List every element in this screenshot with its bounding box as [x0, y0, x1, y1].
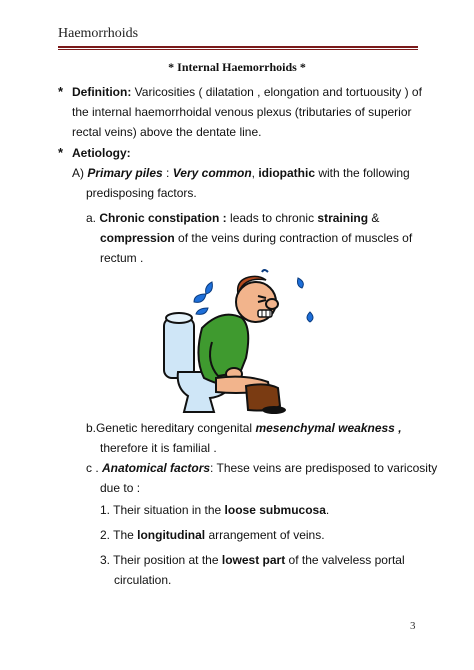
item-c-line-1: [86, 458, 437, 478]
page-number: 3: [410, 620, 416, 632]
factor-3-line-1: [100, 550, 405, 570]
item-a-label: Chronic constipation :: [99, 211, 227, 225]
a-rest: with the following: [315, 166, 410, 180]
item-c-rest: : These veins are predisposed to varicosity: [210, 461, 438, 475]
definition-line-1: [72, 82, 422, 102]
factor-3-pre: 3. Their position at the: [100, 553, 222, 567]
header-rule-thick: [58, 46, 418, 48]
factor-2-pre: 2. The: [100, 528, 138, 542]
item-a-text-2: &: [368, 211, 380, 225]
factor-2-bold: longitudinal: [137, 528, 206, 542]
a-sep: :: [162, 166, 173, 180]
item-a-text-1: leads to chronic: [226, 211, 318, 225]
factor-1-post: .: [325, 503, 330, 517]
factor-1-bold: loose submucosa: [224, 503, 326, 517]
running-header: Haemorrhoids: [58, 26, 139, 41]
item-c-emph: Anatomical factors: [102, 461, 211, 475]
item-a-straining: straining: [317, 211, 369, 225]
definition-line-3: rectal veins) above the dentate line.: [72, 125, 262, 139]
item-b-line-1: [86, 418, 402, 438]
aetiology-a-line-1: [72, 163, 410, 183]
item-a-prefix: a.: [86, 211, 100, 225]
page-title: * Internal Haemorrhoids *: [168, 60, 306, 74]
a-prefix: A): [72, 166, 88, 180]
item-a-line-1: [86, 208, 379, 228]
factor-3-bold: lowest part: [221, 553, 286, 567]
header-rule-thin: [58, 49, 418, 50]
item-b-line-2: therefore it is familial .: [100, 441, 217, 455]
item-a-text-3: of the veins during contraction of muscles of: [174, 231, 413, 245]
factor-3-line-2: circulation.: [114, 573, 172, 587]
factor-1: [100, 500, 329, 520]
bullet-definition: *: [58, 84, 64, 99]
item-a-line-3: rectum .: [100, 251, 144, 265]
aetiology-heading: [72, 143, 131, 163]
item-c-line-2: due to :: [100, 481, 141, 495]
straining-toilet-illustration: [150, 268, 320, 416]
definition-line-2: the internal haemorrhoidal venous plexus (tributaries of superior: [72, 105, 412, 119]
aetiology-label: Aetiology:: [72, 146, 131, 160]
primary-piles: Primary piles: [87, 166, 163, 180]
bullet-aetiology: *: [58, 145, 64, 160]
item-b-prefix: b.Genetic hereditary congenital: [86, 421, 256, 435]
item-a-compression: compression: [100, 231, 175, 245]
a-comma: ,: [251, 166, 259, 180]
definition-text-1: Varicosities ( dilatation , elongation and tortuousity ) of: [131, 85, 422, 99]
factor-3-post: of the valveless portal: [285, 553, 405, 567]
item-b-emph: mesenchymal weakness ,: [255, 421, 402, 435]
item-c-prefix: c .: [86, 461, 103, 475]
factor-2: [100, 525, 325, 545]
definition-label: Definition:: [72, 85, 132, 99]
aetiology-a-line-2: predisposing factors.: [86, 186, 197, 200]
factor-2-post: arrangement of veins.: [205, 528, 325, 542]
idiopathic: idiopathic: [258, 166, 315, 180]
factor-1-pre: 1. Their situation in the: [100, 503, 225, 517]
item-a-line-2: [100, 228, 412, 248]
very-common: Very common: [172, 166, 252, 180]
